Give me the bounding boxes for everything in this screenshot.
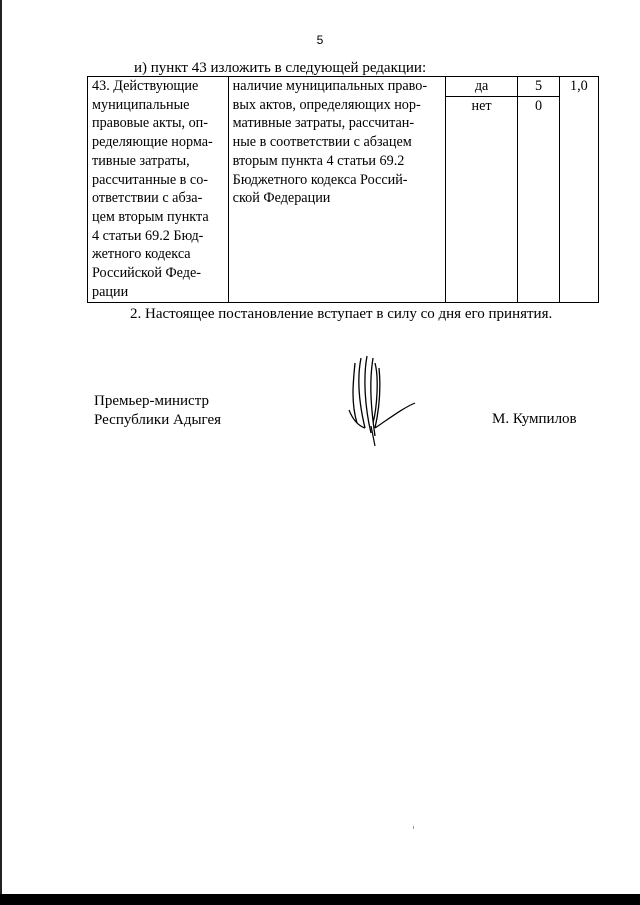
- criterion-line: ределяющие норма-: [92, 134, 213, 151]
- criterion-line: Российской Феде-: [92, 265, 202, 282]
- handwritten-signature-icon: [335, 348, 425, 448]
- criterion-line: 43. Действующие: [92, 78, 199, 94]
- signer-position-line: Республики Адыгея: [94, 412, 222, 428]
- indicator-line: вторым пункта 4 статьи 69.2: [232, 152, 405, 169]
- indicator-line: ской Федерации: [232, 190, 331, 207]
- indicator-line: Бюджетного кодекса Россий-: [232, 171, 408, 188]
- answer-no-cell: нет: [445, 96, 517, 302]
- signer-position: [94, 392, 221, 430]
- indicator-line: ные в соответствии с абзацем: [232, 134, 412, 151]
- indicator-line: вых актов, определяющих нор-: [232, 96, 421, 113]
- indicator-cell: [228, 77, 445, 303]
- signer-name: М. Кумпилов: [492, 411, 577, 427]
- paragraph-2: 2. Настоящее постановление вступает в силу со дня его принятия.: [130, 306, 553, 322]
- scan-speck: [413, 826, 414, 829]
- scan-edge-bottom: [0, 894, 640, 905]
- weight-cell: 1,0: [559, 77, 598, 303]
- criterion-line: муниципальные: [92, 96, 190, 113]
- criteria-table: [87, 76, 599, 303]
- criterion-line: цем вторым пункта: [92, 208, 209, 225]
- criterion-line: рассчитанные в со-: [92, 171, 209, 188]
- answer-yes-cell: да: [445, 77, 517, 97]
- table-row: [88, 77, 599, 97]
- criterion-line: правовые акты, оп-: [92, 115, 208, 132]
- intro-text: и) пункт 43 изложить в следующей редакции:: [134, 60, 427, 76]
- page-number: 5: [316, 33, 324, 47]
- criterion-line: 4 статьи 69.2 Бюд-: [92, 227, 204, 244]
- criterion-line: рации: [92, 283, 129, 300]
- criterion-line: ответствии с абза-: [92, 190, 203, 207]
- score-yes-cell: 5: [518, 77, 559, 97]
- indicator-line: мативные затраты, рассчитан-: [232, 115, 415, 132]
- criterion-line: жетного кодекса: [92, 246, 191, 263]
- criterion-line: тивные затраты,: [92, 152, 190, 169]
- scan-edge-left: [0, 0, 2, 905]
- signer-position-line: Премьер-министр: [94, 393, 209, 409]
- indicator-line: наличие муниципальных право-: [232, 78, 428, 94]
- criterion-cell: [88, 77, 229, 303]
- score-no-cell: 0: [518, 96, 559, 302]
